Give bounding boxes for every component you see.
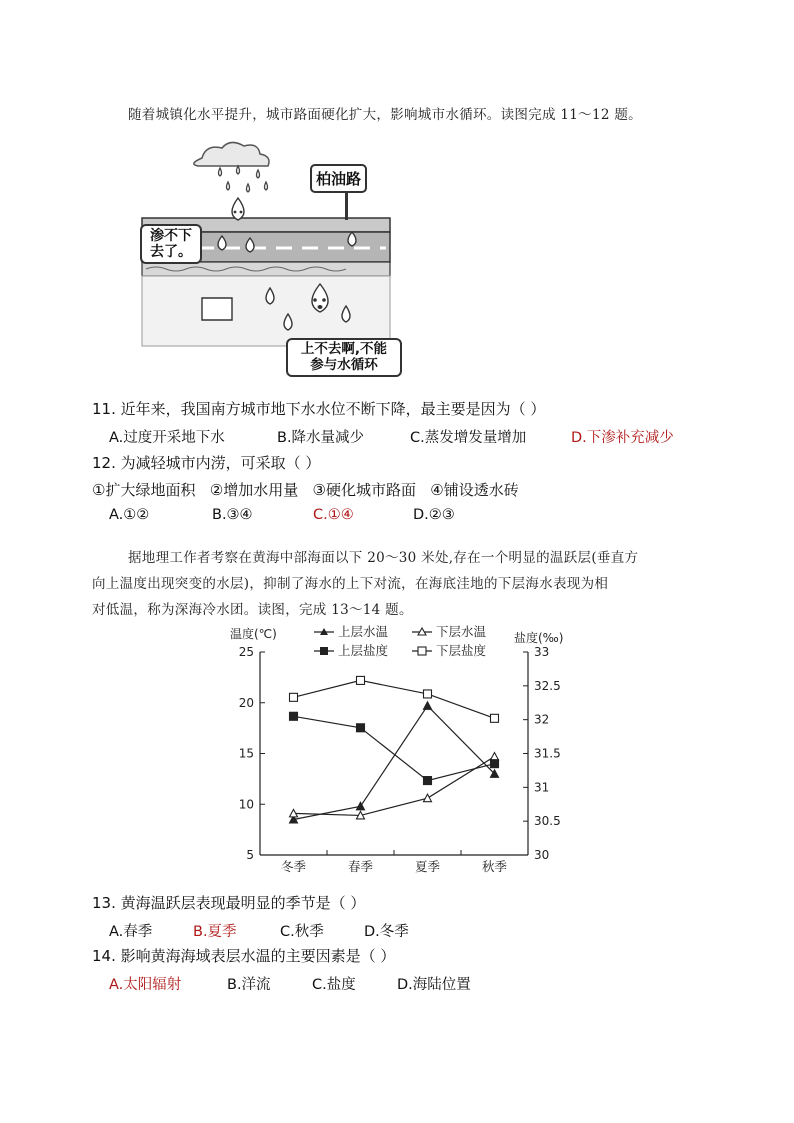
data-point-1-3 [491, 753, 499, 761]
q13-option-b-answer: B.夏季 [193, 924, 237, 940]
data-point-2-3 [491, 760, 499, 768]
q14-option-a-answer: A.太阳辐射 [109, 977, 182, 993]
x-tick-label: 夏季 [414, 859, 441, 874]
left-tick-label: 10 [238, 797, 254, 812]
q12-measures: ①扩大绿地面积 ②增加水用量 ③硬化城市路面 ④铺设透水砖 [92, 481, 519, 499]
legend-item-lower-temp [412, 624, 487, 639]
section2-intro-line2: 向上温度出现突变的水层)，抑制了海水的上下对流，在海底洼地的下层海水表现为相 [92, 576, 609, 592]
urban-water-cycle-cartoon [140, 138, 400, 386]
data-point-2-2 [424, 777, 432, 785]
cloud-icon [194, 142, 269, 166]
legend-label: 上层水温 [338, 624, 389, 639]
q12-option-b: B.③④ [212, 507, 253, 523]
q11-option-d-answer: D.下渗补充减少 [571, 430, 674, 446]
legend-item-lower-salinity [412, 643, 487, 658]
legend-item-upper-salinity [314, 643, 389, 658]
right-axis-label: 盐度(‰) [514, 631, 564, 645]
asphalt-road-sign: 柏油路 [310, 164, 367, 193]
series-line-0 [294, 706, 495, 820]
x-tick-label: 秋季 [481, 859, 508, 874]
legend [314, 624, 487, 658]
left-tick-label: 20 [238, 695, 254, 710]
q11-option-c: C.蒸发增发量增加 [410, 430, 527, 446]
raindrops-icon [219, 166, 268, 192]
data-point-3-1 [357, 676, 365, 684]
data-point-0-2 [424, 702, 432, 710]
bubble-line: 上不去啊,不能 [300, 341, 388, 357]
data-point-3-2 [424, 690, 432, 698]
left-tick-label: 5 [246, 848, 254, 862]
right-tick-label: 30 [534, 848, 550, 862]
section1-intro: 随着城镇化水平提升，城市路面硬化扩大，影响城市水循环。读图完成 11～12 题。 [128, 107, 642, 123]
right-tick-label: 33 [534, 645, 550, 659]
x-tick-label: 春季 [347, 859, 374, 874]
right-tick-label: 30.5 [534, 814, 561, 829]
right-tick-label: 32.5 [534, 678, 561, 693]
data-point-3-0 [290, 693, 298, 701]
q14-stem: 14. 影响黄海海域表层水温的主要因素是（ ） [92, 947, 396, 965]
data-point-1-2 [424, 794, 432, 802]
data-point-0-1 [357, 802, 365, 810]
q12-option-d: D.②③ [413, 507, 455, 523]
q14-option-b: B.洋流 [227, 977, 271, 993]
open-square-marker-icon [418, 647, 426, 655]
q12-option-c-answer: C.①④ [313, 507, 354, 523]
chart-svg [228, 620, 578, 880]
legend-label: 下层水温 [436, 624, 487, 639]
legend-item-upper-temp [314, 624, 389, 639]
series-line-3 [294, 680, 495, 718]
series-line-2 [294, 716, 495, 780]
series-line-1 [294, 757, 495, 816]
q13-stem: 13. 黄海温跃层表现最明显的季节是（ ） [92, 894, 366, 912]
q11-option-a: A.过度开采地下水 [109, 430, 225, 446]
q11-option-b: B.降水量减少 [277, 430, 365, 446]
q14-option-c: C.盐度 [312, 977, 356, 993]
cannot-rise-bubble [286, 338, 402, 377]
data-point-3-3 [491, 714, 499, 722]
bubble-line: 去了。 [150, 244, 192, 261]
legend-label: 上层盐度 [338, 643, 389, 658]
section2-intro-line1: 据地理工作者考察在黄海中部海面以下 20～30 米处,存在一个明显的温跃层(垂直方 [128, 550, 639, 566]
cannot-infiltrate-bubble [140, 224, 202, 264]
q14-option-d: D.海陆位置 [397, 977, 471, 993]
bubble-line: 参与水循环 [310, 356, 378, 373]
q13-option-a: A.春季 [109, 924, 153, 940]
q13-option-c: C.秋季 [280, 924, 324, 940]
right-tick-label: 31 [534, 780, 550, 795]
right-tick-label: 31.5 [534, 746, 561, 761]
section2-intro-line3: 对低温，称为深海冷水团。读图，完成 13～14 题。 [92, 602, 413, 618]
x-tick-label: 冬季 [280, 859, 307, 874]
q12-option-a: A.①② [109, 507, 150, 523]
left-tick-label: 25 [238, 645, 254, 659]
yellow-sea-temperature-salinity-chart [228, 620, 578, 880]
left-axis-label: 温度(℃) [230, 627, 277, 641]
right-tick-label: 32 [534, 712, 550, 727]
data-point-2-0 [290, 712, 298, 720]
q11-stem: 11. 近年来，我国南方城市地下水水位不断下降，最主要是因为（ ） [92, 400, 546, 418]
legend-label: 下层盐度 [436, 643, 487, 658]
left-tick-label: 15 [238, 746, 254, 761]
q12-stem: 12. 为减轻城市内涝，可采取（ ） [92, 454, 321, 472]
filled-square-marker-icon [320, 647, 328, 655]
data-point-2-1 [357, 724, 365, 732]
q13-option-d: D.冬季 [364, 924, 409, 940]
bubble-line: 渗不下 [150, 228, 192, 244]
